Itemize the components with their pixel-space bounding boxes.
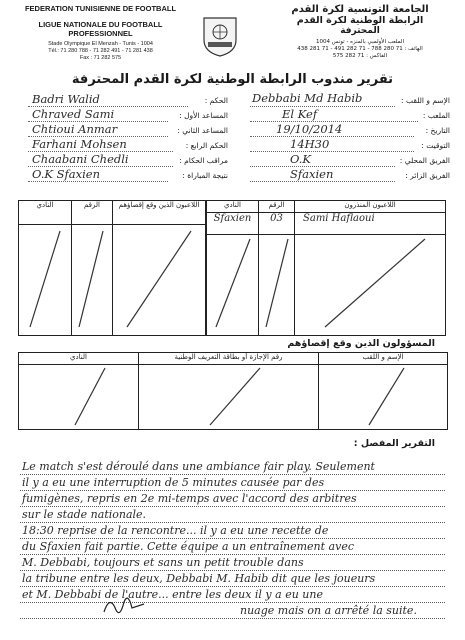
- warned-name: Sami Haflaoui: [303, 213, 375, 224]
- col-name: الإسم و اللقب: [319, 353, 448, 365]
- league-name-2: PROFESSIONNEL: [68, 29, 133, 38]
- field-value: Chaabani Chedli: [32, 152, 129, 166]
- field-home-team: [250, 154, 450, 168]
- field-assistant-2: [28, 124, 228, 138]
- cell-empty: [139, 365, 319, 430]
- col-licence: رقم الإجازة أو بطاقة التعريف الوطنية: [139, 353, 319, 365]
- field-label: التوقيت :: [421, 141, 450, 150]
- report-line-6: du Sfaxien fait partie. Cette équipe a un entraînement avec: [22, 540, 354, 553]
- field-label: الملعب :: [422, 111, 450, 120]
- delegate-signature: [100, 590, 150, 620]
- cell-name: [295, 213, 446, 235]
- col-club: النادي: [19, 201, 72, 225]
- report-line-2: il y a eu une interruption de 5 minutes causée par des: [22, 476, 325, 489]
- address-fr: Stade Olympique El Menzah - Tunis - 1004: [48, 41, 153, 47]
- league-name-ar-2: المحترفة: [340, 26, 380, 36]
- field-fourth-referee: [28, 139, 228, 153]
- field-referee: [28, 94, 228, 108]
- col-club: النادي: [207, 201, 259, 213]
- match-fields: [250, 91, 450, 186]
- referee-fields: [28, 94, 228, 186]
- report-title: تقرير مندوب الرابطة الوطنية لكرة القدم المحترفة: [71, 72, 394, 87]
- phone-ar: الهاتف : 71 280 788 - 71 282 491 - 71 281 438: [297, 46, 423, 52]
- col-warned-players: اللاعبون المنذرون: [295, 201, 446, 213]
- field-value: Debbabi Md Habib: [252, 91, 363, 105]
- field-label: الحكم :: [204, 96, 228, 105]
- field-value: 19/10/2014: [276, 122, 343, 136]
- field-referee-observer: [28, 154, 228, 168]
- report-line-4: sur le stade nationale.: [22, 508, 147, 521]
- field-label: الفريق المحلي :: [399, 156, 450, 165]
- field-stadium: [250, 109, 450, 123]
- field-value: Badri Walid: [32, 92, 100, 106]
- col-number: الرقم: [259, 201, 295, 213]
- officials-heading: المسؤولون الذين وقع إقصاؤهم: [287, 338, 435, 349]
- field-value: Chtioui Anmar: [32, 122, 118, 136]
- report-line-9: et M. Debbabi de l'autre... entre les deux il y a eu une: [22, 588, 323, 601]
- field-value: O.K Sfaxien: [32, 167, 101, 181]
- cell-empty: [113, 225, 206, 336]
- field-label: التاريخ :: [425, 126, 450, 135]
- cell-empty: [259, 235, 295, 336]
- field-value: El Kef: [282, 107, 318, 121]
- expelled-players-table: [18, 200, 206, 336]
- cell-empty: [207, 235, 259, 336]
- field-date: [250, 124, 450, 138]
- cell-empty: [319, 365, 448, 430]
- officials-table: [18, 352, 448, 430]
- report-line-3: fumigènes, repris en 2e mi-temps avec l'accord des arbitres: [22, 492, 357, 505]
- report-line-7: M. Debbabi, toujours et sans un petit trouble dans: [22, 556, 304, 569]
- cell-number: [259, 213, 295, 235]
- league-name-ar: الرابطة الوطنية لكرة القدم: [296, 15, 424, 26]
- report-line-10: nuage mais on a arrêté la suite.: [240, 604, 417, 617]
- col-number: الرقم: [72, 201, 113, 225]
- field-label: نتيجة المباراة :: [182, 171, 228, 180]
- warned-players-table: [206, 200, 446, 336]
- phone-fr: Tél.: 71 280 788 - 71 282 491 - 71 281 438: [48, 48, 153, 54]
- federation-name-ar: الجامعة التونسية لكرة القدم: [291, 4, 429, 15]
- field-label: الفريق الزائر :: [405, 171, 450, 180]
- field-delegate-name: [250, 91, 450, 108]
- address-ar: الملعب الأولمبي بالمنزه - تونس 1004: [316, 39, 404, 45]
- field-label: الحكم الرابع :: [185, 141, 228, 150]
- report-heading: التقرير المفصل :: [353, 438, 435, 449]
- cell-empty: [19, 225, 72, 336]
- cell-empty: [19, 365, 139, 430]
- col-club: النادي: [19, 353, 139, 365]
- report-line-8: la tribune entre les deux, Debbabi M. Habib dit que les joueurs: [22, 572, 376, 585]
- league-logo: [200, 14, 240, 58]
- fax-ar: الفاكس : 71 282 575: [332, 53, 388, 59]
- league-name: LIGUE NATIONALE DU FOOTBALL: [38, 20, 163, 29]
- federation-name: FEDERATION TUNISIENNE DE FOOTBALL: [24, 4, 177, 13]
- cell-empty: [295, 235, 446, 336]
- field-label: مراقب الحكام :: [179, 156, 228, 165]
- field-time: [250, 139, 450, 153]
- report-line-5: 18:30 reprise de la rencontre... il y a eu une recette de: [22, 524, 329, 537]
- cell-club: [207, 213, 259, 235]
- header-french: [8, 4, 193, 62]
- field-away-team: [250, 169, 450, 183]
- header-arabic: [265, 4, 455, 60]
- field-value: Sfaxien: [290, 167, 334, 181]
- warned-number: 03: [270, 213, 283, 224]
- field-value: Chraved Sami: [32, 107, 115, 121]
- field-label: المساعد الثاني :: [177, 126, 228, 135]
- field-label: المساعد الأول :: [179, 111, 228, 120]
- field-value: 14H30: [290, 137, 330, 151]
- fax-fr: Fax : 71 282 575: [79, 55, 122, 61]
- col-expelled-players: اللاعبون الذين وقع إقصاؤهم: [113, 201, 206, 225]
- field-assistant-1: [28, 109, 228, 123]
- field-match-result: [28, 169, 228, 183]
- warned-club: Sfaxien: [213, 213, 252, 224]
- field-label: الإسم و اللقب :: [401, 96, 450, 105]
- cell-empty: [72, 225, 113, 336]
- field-value: Farhani Mohsen: [32, 137, 127, 151]
- report-line-1: Le match s'est déroulé dans une ambiance fair play. Seulement: [22, 460, 375, 473]
- field-value: O.K: [290, 152, 312, 166]
